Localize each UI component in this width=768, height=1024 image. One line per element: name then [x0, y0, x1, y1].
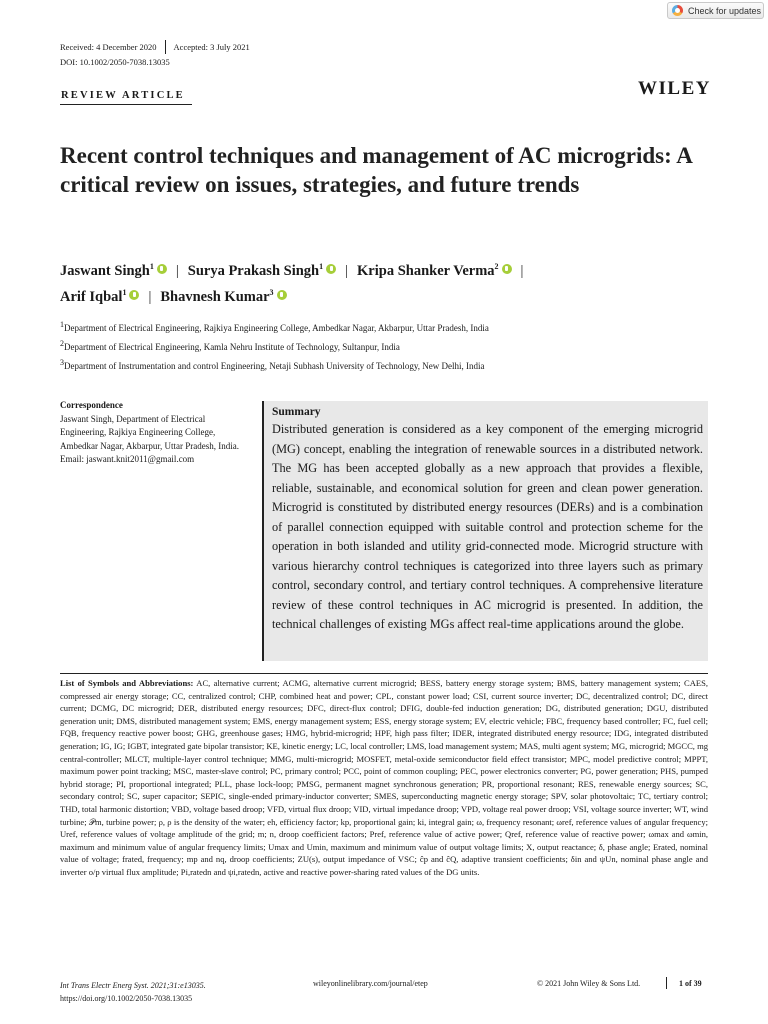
- article-type-underline: [60, 104, 192, 105]
- check-for-updates-label: Check for updates: [688, 5, 762, 16]
- author[interactable]: Surya Prakash Singh$^1$: [188, 263, 336, 279]
- page-number: 1 of 39: [679, 979, 702, 988]
- author-separator: |: [345, 262, 349, 279]
- author[interactable]: Jaswant Singh$^1$: [60, 263, 167, 279]
- correspondence-heading: Correspondence: [60, 400, 123, 410]
- orcid-icon[interactable]: [277, 290, 287, 300]
- symbols-abbreviations: [60, 677, 708, 879]
- doi-line[interactable]: DOI: 10.1002/2050-7038.13035: [60, 57, 170, 67]
- author[interactable]: Kripa Shanker Verma$^2$: [357, 263, 512, 279]
- correspondence: [60, 399, 250, 467]
- orcid-icon[interactable]: [502, 264, 512, 274]
- footer-citation: [60, 979, 206, 1005]
- footer-copyright: © 2021 John Wiley & Sons Ltd.: [537, 979, 641, 988]
- footer-website-link[interactable]: wileyonlinelibrary.com/journal/etep: [313, 979, 428, 988]
- author[interactable]: Arif Iqbal$^1$: [60, 289, 139, 305]
- summary-text: Distributed generation is considered as a key component of the emerging microgrid (MG) concept, enabling the integration of renewable sources in a distributed network. The MG has been accepted globally as a new approach that provides a flexible, reliable, sustainable, and economical solution for green and clean power generation. Microgrid is constituted by distributed energy resources (DERs) and is a combination of parallel connection equipped with suitable control and protection scheme for the operation in both islanded and utility grid-connected mode. Microgrid structure with various hierarchy control techniques is categorized into three layers such as primary control, secondary control, and tertiary control techniques. A comprehensive literature review of these control techniques in AC microgrid is presented. In addition, the technical challenges of existing MGs affect real-time applications around the globe.: [272, 422, 703, 631]
- received-date: Received: 4 December 2020: [60, 42, 157, 52]
- accepted-date: Accepted: 3 July 2021: [173, 42, 250, 52]
- summary-heading: Summary: [272, 406, 321, 418]
- publisher-logo: WILEY: [638, 78, 711, 99]
- author-separator: |: [148, 288, 152, 305]
- author-separator: |: [175, 262, 179, 279]
- crossmark-icon: [672, 5, 683, 16]
- orcid-icon[interactable]: [129, 290, 139, 300]
- article-title: Recent control techniques and management of AC microgrids: A critical review on issues, strategies, and future trends: [60, 143, 692, 197]
- affiliation: $^2$Department of Electrical Engineering, Kamla Nehru Institute of Technology, Sultanpur, India: [60, 339, 400, 352]
- author-separator: |: [520, 262, 524, 279]
- orcid-icon[interactable]: [326, 264, 336, 274]
- orcid-icon[interactable]: [157, 264, 167, 274]
- correspondence-email[interactable]: Email: jaswant.knit2011@gmail.com: [60, 454, 195, 464]
- article-dates: [60, 40, 250, 54]
- author[interactable]: Bhavnesh Kumar$^3$: [160, 289, 286, 305]
- footer-doi-link[interactable]: https://doi.org/10.1002/2050-7038.13035: [60, 994, 193, 1003]
- correspondence-text: Jaswant Singh, Department of Electrical Engineering, Rajkiya Engineering College, Ambedkar Nagar, Akbarpur, Uttar Pradesh, India.: [60, 413, 239, 451]
- article-type: REVIEW ARTICLE: [61, 90, 185, 101]
- symbols-heading: List of Symbols and Abbreviations:: [60, 678, 194, 688]
- symbols-divider: [60, 673, 708, 674]
- date-divider: [165, 40, 166, 54]
- symbols-text: AC, alternative current; ACMG, alternative current microgrid; BESS, battery energy storage system; BMS, battery management system; CAES, compressed air energy storage; CC, centralized control; CHP, combined heat and power; CPL, constant power load; CSI, current source inverter; DC, decentralized control; DC, direct current; DCMG, DC microgrid; DER, distributed energy resources; DFC, direct-flux control; DFIG, double-fed induction generation; DG, distributed generation; DGU, distributed generation unit; DMS, distributed management system; EMS, energy management system; ESS, energy storage system; EV, electric vehicle; FBC, frequency based controller; FC, fuel cell; FQB, frequency reactive power boost; GHG, greenhouse gases; HMG, hybrid-microgrid; HPF, high pass filter; IDER, integrated distributed energy resource; IDG, integrated distributed generation; IG, IG; IGBT, integrated gate bipolar transistor; KE, kinetic energy; LC, local controller; LMS, load management system; MAS, multi agent system; MG, microgrid; MGCC, mg central-controller; MLCT, multiple-layer control technique; MMG, multi-microgrid; MOSFET, metal-oxide semiconductor field effect transistor; MPC, model predictive control; MPPT, maximum power point tracking; MSC, master-slave control; PC, primary control; PCC, point of common coupling; PEC, power electronics converter; PG, power generation; PHS, pumped hybrid storage; PI, proportional integrated; PLL, phase lock-loop; PMSG, permanent magnet synchronous generation; PR, proportional resonant; RES, renewable energy sources; SC, secondary control; SC, super capacitor; SEPIC, single-ended primary-inductor converter; SMES, superconducting magnetic energy storage; SPV, solar photovoltaic; TC, tertiary control; THD, total harmonic distortion; VBD, voltage based droop; VFD, virtual flux droop; VID, virtual impedance droop; VPD, voltage real power droop; VSI, voltage source inverter; WT, wind turbine; 𝒫m, turbine power; ρ, ρ is the density of the water; eh, efficiency factor; kp, proportional gain; ki, integral gain; ω, frequency resonant; ωref, reference values of angular frequency; Uref, reference values of voltage amplitude of the grid; m; n, droop coefficient factors; Pref, reference value of active power; Qref, reference value of reactive power; ωmax and ωmin, maximum and minimum value of angular frequency limits; Umax and Umin, maximum and minimum value of output voltage limits; X, output reactance; δ, phase angle; Erated, nominal value of voltage; frated, frequency; mp and nq, droop coefficients; ZU(s), output impedance of VSC; ĉp and ĉQ, adaptive transient coefficients; δin and ψUn, nominal phase angle and inverter o/p virtual flux amplitude; Pi,ratedn and ψi,ratedn, active and reactive power-sharing rated values of the DG units.: [60, 678, 708, 877]
- affiliation: $^3$Department of Instrumentation and control Engineering, Netaji Subhash University of Technology, New Delhi, India: [60, 358, 485, 371]
- footer-journal: Int Trans Electr Energ Syst. 2021;31:e13035.: [60, 981, 206, 990]
- summary-box: [262, 401, 708, 661]
- affiliations: [60, 317, 489, 374]
- author-list: [60, 256, 720, 308]
- footer-divider: [666, 977, 667, 989]
- affiliation: $^1$Department of Electrical Engineering, Rajkiya Engineering College, Ambedkar Nagar, Akbarpur, Uttar Pradesh, India: [60, 320, 489, 333]
- check-for-updates-button[interactable]: [667, 2, 764, 19]
